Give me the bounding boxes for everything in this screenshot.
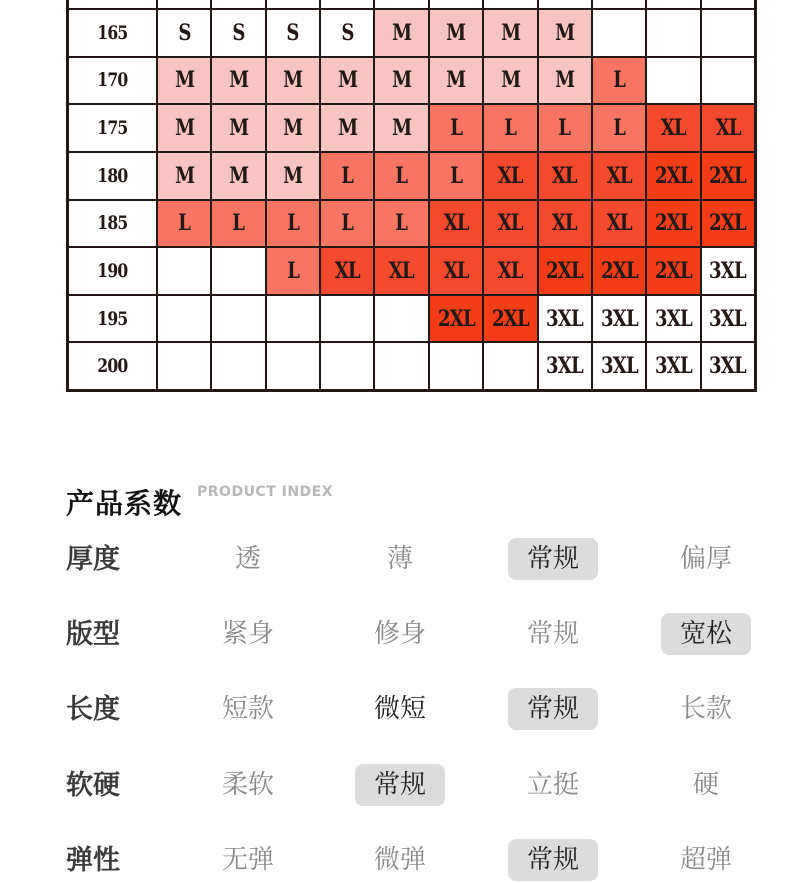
size-label: 3XL (709, 305, 747, 332)
index-option-selected: 常规 (508, 688, 598, 730)
size-cell (267, 201, 319, 247)
size-label: M (174, 67, 194, 94)
size-cell (647, 296, 699, 342)
size-cell (593, 105, 645, 151)
size-label: 2XL (655, 257, 692, 284)
size-label: 3XL (709, 353, 747, 380)
size-label: 3XL (655, 305, 692, 332)
size-cell (321, 10, 373, 56)
table-cell-header-partial (375, 0, 427, 8)
index-row-label: 版型 (66, 619, 120, 650)
index-option: 微弹 (373, 845, 426, 875)
size-cell (267, 296, 319, 342)
size-cell (539, 58, 591, 104)
table-cell-header-partial (484, 0, 536, 8)
size-cell (539, 153, 591, 199)
size-cell (647, 153, 699, 199)
index-option-selected: 常规 (508, 839, 598, 881)
index-option: 薄 (386, 544, 413, 574)
size-cell (593, 201, 645, 247)
size-cell (593, 10, 645, 56)
index-option: 硬 (692, 770, 719, 800)
index-option: 透 (234, 544, 261, 574)
height-label (69, 153, 156, 199)
size-cell (267, 248, 319, 294)
size-cell (212, 343, 264, 389)
index-option: 立挺 (526, 770, 579, 800)
size-label: 3XL (600, 305, 638, 332)
size-label: 2XL (709, 210, 747, 237)
size-label: 2XL (655, 162, 692, 189)
size-label: XL (552, 210, 578, 237)
size-cell (484, 296, 536, 342)
size-label: XL (606, 162, 632, 189)
table-cell-header-partial (321, 0, 373, 8)
index-row (0, 613, 800, 657)
size-cell (375, 248, 427, 294)
size-label: XL (443, 257, 469, 284)
size-label: M (392, 67, 412, 94)
size-label: XL (443, 210, 469, 237)
size-label: 2XL (709, 162, 747, 189)
size-label: M (446, 67, 466, 94)
size-cell (647, 58, 699, 104)
product-index-title: 产品系数 (66, 487, 183, 520)
size-label: L (613, 115, 626, 142)
size-cell (539, 10, 591, 56)
size-cell (158, 58, 210, 104)
index-row-label: 弹性 (66, 845, 120, 876)
size-label: M (500, 67, 520, 94)
size-cell (430, 58, 482, 104)
size-label: 2XL (600, 257, 638, 284)
size-label: 2XL (491, 305, 529, 332)
size-label: M (283, 67, 303, 94)
size-label: XL (715, 115, 741, 142)
size-cell (430, 201, 482, 247)
size-label: M (228, 67, 249, 94)
index-option-selected: 宽松 (661, 613, 751, 655)
size-cell (158, 248, 210, 294)
size-cell (593, 296, 645, 342)
size-label: S (286, 19, 300, 46)
size-label: 3XL (709, 257, 747, 284)
index-option: 微短 (373, 694, 426, 724)
size-cell (375, 343, 427, 389)
size-cell (593, 343, 645, 389)
table-cell-header-partial (267, 0, 319, 8)
index-row (0, 764, 800, 808)
size-cell (484, 10, 536, 56)
size-label: L (286, 257, 299, 284)
height-value: 170 (97, 69, 128, 92)
size-cell (593, 153, 645, 199)
size-cell (647, 248, 699, 294)
size-cell (158, 10, 210, 56)
size-label: S (178, 19, 191, 46)
size-label: M (174, 115, 194, 142)
size-cell (158, 343, 210, 389)
size-cell (702, 58, 754, 104)
size-cell (702, 248, 754, 294)
size-label: M (555, 67, 575, 94)
index-row (0, 688, 800, 732)
height-label (69, 58, 156, 104)
index-option: 偏厚 (679, 544, 732, 574)
index-option-selected: 常规 (508, 538, 598, 580)
size-cell (321, 58, 373, 104)
table-cell-header-partial (593, 0, 645, 8)
size-label: M (174, 162, 194, 189)
height-label (69, 343, 156, 389)
size-label: 3XL (546, 353, 584, 380)
size-label: 2XL (437, 305, 475, 332)
size-cell (212, 10, 264, 56)
index-row-label: 厚度 (66, 544, 120, 575)
table-cell-header-partial (158, 0, 210, 8)
size-label: XL (497, 257, 523, 284)
size-cell (593, 58, 645, 104)
size-cell (647, 105, 699, 151)
size-cell (539, 248, 591, 294)
size-cell (702, 10, 754, 56)
size-label: M (283, 115, 303, 142)
height-value: 195 (97, 307, 128, 330)
size-label: XL (660, 115, 686, 142)
height-label (69, 10, 156, 56)
size-label: S (341, 19, 354, 46)
size-cell (267, 10, 319, 56)
size-cell (321, 343, 373, 389)
size-cell (212, 296, 264, 342)
height-label (69, 296, 156, 342)
index-option: 紧身 (221, 619, 274, 649)
product-index-subtitle: PRODUCT INDEX (197, 484, 334, 500)
height-value: 180 (97, 164, 128, 187)
height-value: 175 (97, 117, 128, 140)
size-cell (430, 153, 482, 199)
index-option: 超弹 (679, 845, 732, 875)
size-label: 2XL (655, 210, 692, 237)
size-label: M (337, 115, 357, 142)
size-cell (484, 343, 536, 389)
size-label: L (395, 210, 408, 237)
table-cell-header-partial (647, 0, 699, 8)
index-option: 无弹 (221, 845, 274, 875)
height-value: 200 (97, 355, 128, 378)
size-cell (430, 10, 482, 56)
size-cell (375, 201, 427, 247)
height-label (69, 201, 156, 247)
size-cell (212, 105, 264, 151)
size-cell (430, 343, 482, 389)
size-cell (430, 248, 482, 294)
size-cell (375, 58, 427, 104)
size-label: XL (389, 257, 415, 284)
size-label: M (392, 19, 412, 46)
table-cell-header-partial (539, 0, 591, 8)
size-cell (267, 153, 319, 199)
size-label: 3XL (600, 353, 638, 380)
size-label: S (232, 19, 245, 46)
size-label: M (446, 19, 466, 46)
size-cell (647, 201, 699, 247)
size-cell (647, 10, 699, 56)
size-cell (212, 153, 264, 199)
size-cell (484, 105, 536, 151)
index-row-label: 长度 (66, 694, 120, 725)
height-value: 185 (97, 212, 128, 235)
size-label: L (613, 67, 626, 94)
size-label: XL (552, 162, 578, 189)
index-option: 修身 (373, 619, 426, 649)
size-label: L (558, 115, 571, 142)
size-cell (158, 105, 210, 151)
size-cell (484, 248, 536, 294)
size-label: L (341, 210, 354, 237)
size-label: 3XL (655, 353, 692, 380)
index-option-selected: 常规 (355, 764, 445, 806)
size-chart-table (66, 0, 757, 392)
size-cell (647, 343, 699, 389)
size-cell (321, 153, 373, 199)
size-cell (375, 153, 427, 199)
size-cell (158, 201, 210, 247)
size-label: 2XL (546, 257, 584, 284)
size-cell (539, 343, 591, 389)
size-label: M (555, 19, 575, 46)
table-cell-header-partial (69, 0, 156, 8)
index-row (0, 839, 800, 883)
size-label: M (500, 19, 520, 46)
size-cell (321, 105, 373, 151)
size-cell (484, 58, 536, 104)
size-cell (212, 58, 264, 104)
table-cell-header-partial (212, 0, 264, 8)
index-option: 柔软 (221, 770, 274, 800)
size-cell (702, 153, 754, 199)
index-option: 常规 (526, 619, 579, 649)
size-cell (375, 10, 427, 56)
size-label: M (392, 115, 412, 142)
size-cell (267, 343, 319, 389)
size-cell (430, 296, 482, 342)
size-cell (267, 58, 319, 104)
size-cell (321, 201, 373, 247)
size-label: 3XL (546, 305, 584, 332)
size-cell (158, 153, 210, 199)
size-cell (158, 296, 210, 342)
size-label: M (337, 67, 357, 94)
height-label (69, 105, 156, 151)
size-label: L (450, 115, 462, 142)
size-cell (539, 105, 591, 151)
size-label: L (286, 210, 299, 237)
size-label: M (228, 162, 249, 189)
height-label (69, 248, 156, 294)
index-option: 长款 (679, 694, 732, 724)
height-value: 190 (97, 259, 128, 282)
size-cell (321, 296, 373, 342)
size-label: XL (606, 210, 632, 237)
size-label: XL (497, 210, 523, 237)
size-label: XL (497, 162, 523, 189)
size-cell (702, 343, 754, 389)
size-cell (212, 248, 264, 294)
table-cell-header-partial (702, 0, 754, 8)
size-cell (539, 296, 591, 342)
size-cell (702, 201, 754, 247)
size-label: M (228, 115, 249, 142)
size-cell (430, 105, 482, 151)
index-row (0, 538, 800, 582)
size-cell (484, 201, 536, 247)
size-cell (375, 105, 427, 151)
size-cell (593, 248, 645, 294)
size-label: L (395, 162, 408, 189)
size-label: XL (334, 257, 360, 284)
table-cell-header-partial (430, 0, 482, 8)
size-cell (484, 153, 536, 199)
size-label: L (232, 210, 245, 237)
index-option: 短款 (221, 694, 274, 724)
height-value: 165 (97, 21, 128, 44)
size-cell (539, 201, 591, 247)
size-cell (212, 201, 264, 247)
index-row-label: 软硬 (66, 770, 120, 801)
size-label: M (283, 162, 303, 189)
size-cell (702, 296, 754, 342)
size-label: L (504, 115, 517, 142)
size-cell (267, 105, 319, 151)
size-label: L (178, 210, 191, 237)
size-cell (375, 296, 427, 342)
size-cell (321, 248, 373, 294)
size-cell (702, 105, 754, 151)
size-label: L (450, 162, 462, 189)
size-label: L (341, 162, 354, 189)
